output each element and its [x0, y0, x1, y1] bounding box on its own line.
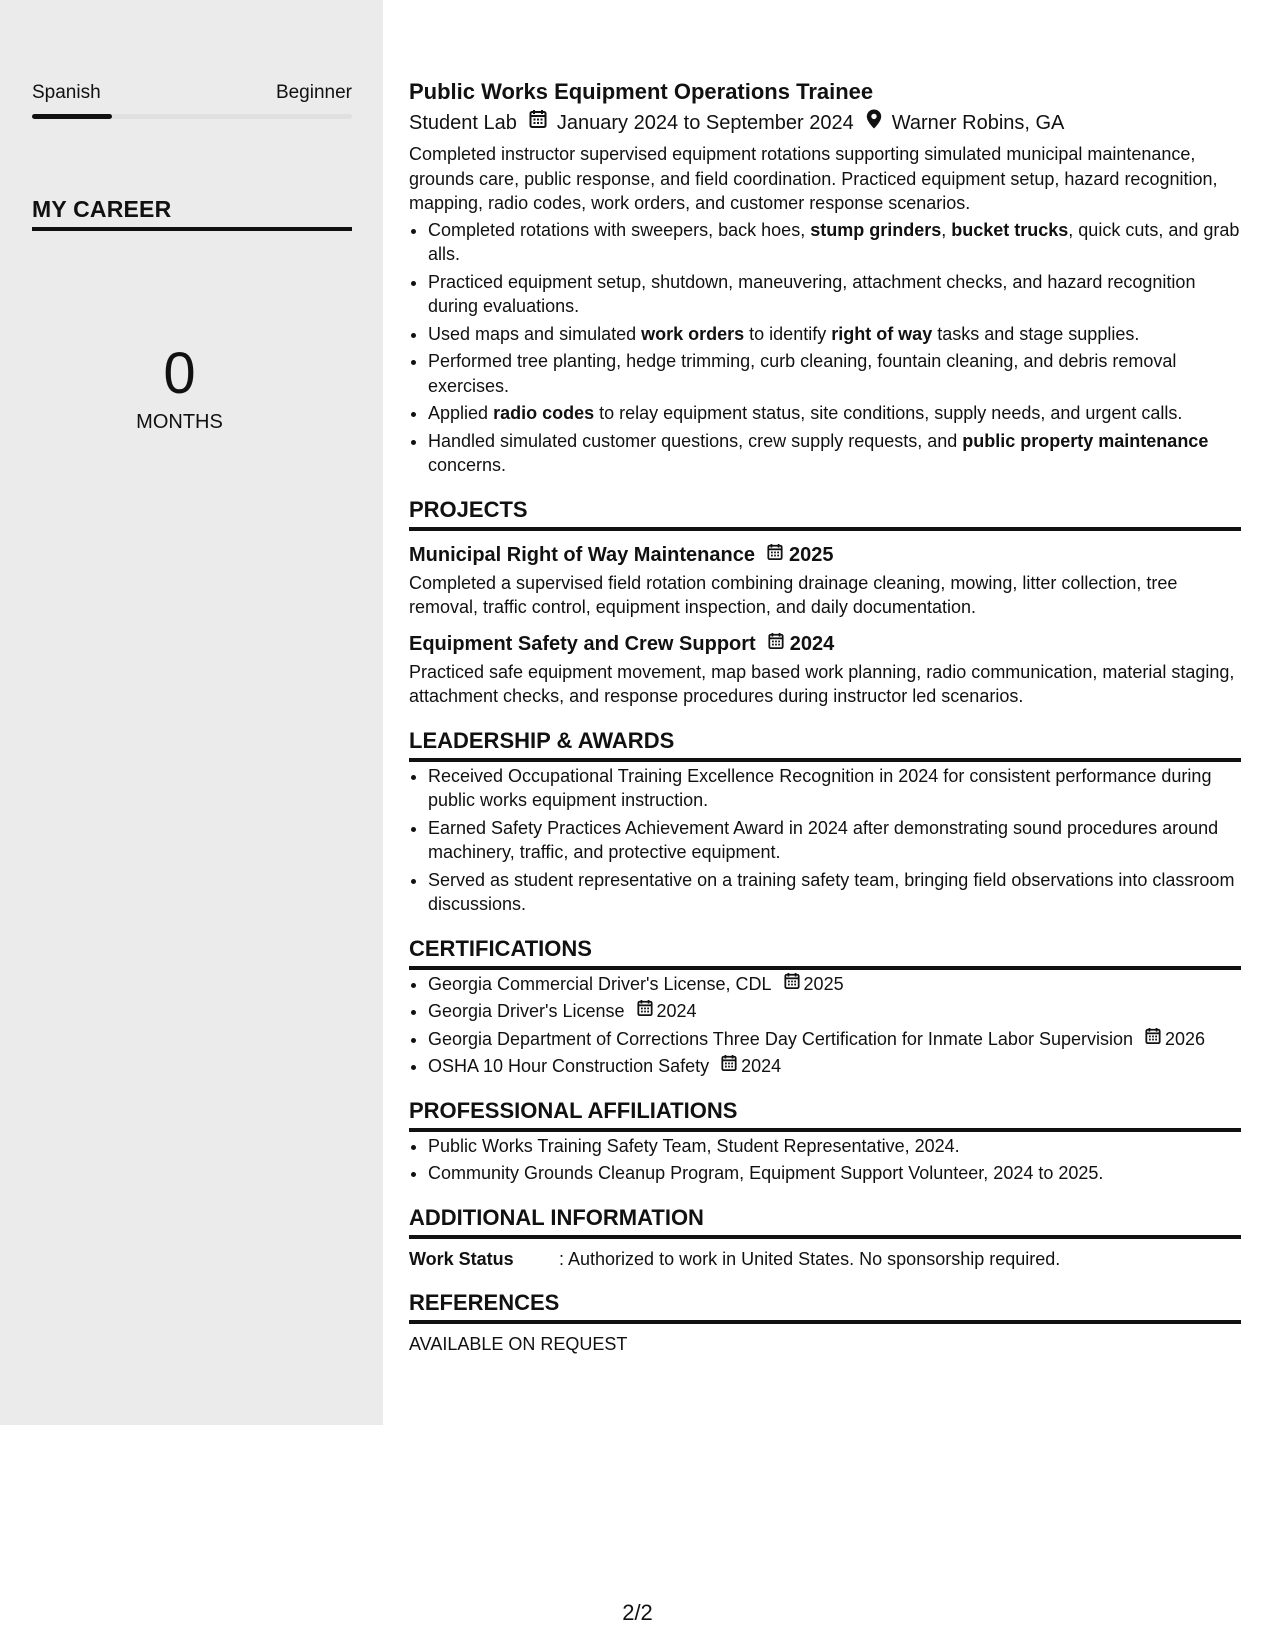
certification-year: 2026 [1165, 1028, 1206, 1049]
project-description: Completed a supervised field rotation combining drainage cleaning, mowing, litter collection, tree removal, traffic control, equipment inspection, and daily documentation. [409, 572, 1178, 617]
certification-item [428, 1054, 1241, 1079]
awards-list [409, 764, 1241, 917]
bullet-text: Used maps and simulated [428, 323, 642, 344]
bullet-text: concerns. [428, 455, 507, 475]
job-bullet-item [428, 401, 1241, 426]
project-title [409, 542, 1241, 568]
language-proficiency-fill [32, 114, 112, 119]
certification-year: 2024 [656, 1001, 697, 1021]
work-status-label: Work Status [409, 1248, 514, 1269]
job-location: Warner Robins, GA [891, 111, 1065, 134]
calendar-icon [529, 109, 547, 136]
affiliation-item: • Public Works Training Safety Team, Student Representative, 2024. [428, 1134, 1241, 1159]
certification-name: • Georgia Commercial Driver's License, CDL [428, 973, 772, 994]
certification-year: 2024 [741, 1056, 782, 1076]
bullet-text: tasks and stage supplies. [932, 323, 1140, 344]
calendar-icon [637, 999, 653, 1024]
calendar-icon [767, 542, 783, 568]
certification-name: • OSHA 10 Hour Construction Safety [428, 1056, 710, 1076]
job-bullet-item [428, 322, 1241, 347]
certification-row [428, 999, 1241, 1024]
page-number: 2/2 [622, 1600, 653, 1625]
main-content [409, 78, 1241, 1357]
bullet-text: to relay equipment status, site conditions, supply needs, and urgent calls. [594, 403, 1183, 423]
bold-keyword: stump grinders [810, 219, 942, 240]
bold-keyword: bucket trucks [951, 219, 1069, 240]
bullet-text: , quick cuts, and grab alls. [428, 219, 1240, 264]
project-year: 2024 [789, 632, 835, 655]
language-name: Spanish [32, 82, 101, 103]
career-unit: MONTHS [136, 411, 223, 433]
project-name: Municipal Right of Way Maintenance [409, 543, 755, 566]
language-proficiency-bar [32, 114, 352, 119]
bullet-text: to identify [744, 323, 832, 344]
career-value: 0 [163, 341, 196, 406]
project-name: Equipment Safety and Crew Support [409, 632, 756, 655]
project-year: 2025 [788, 543, 834, 566]
job-employer: Student Lab [409, 111, 517, 134]
projects-list [409, 542, 1241, 709]
affiliation-item: • Community Grounds Cleanup Program, Equipment Support Volunteer, 2024 to 2025. [428, 1161, 1241, 1186]
job-meta [409, 109, 1241, 136]
career-length [32, 341, 327, 434]
calendar-icon [721, 1054, 737, 1079]
bullet-text: Applied [428, 403, 494, 423]
certification-item [428, 972, 1241, 997]
affiliations-list [409, 1134, 1241, 1186]
job-bullet-item [428, 429, 1241, 478]
project-description: Practiced safe equipment movement, map based work planning, radio communication, material staging, attachment checks, and response procedures during instructor led scenarios. [409, 661, 1235, 706]
calendar-icon [768, 631, 784, 657]
calendar-icon [784, 972, 800, 997]
career-heading: MY CAREER [32, 196, 352, 231]
map-pin-icon [866, 109, 882, 136]
certification-item [428, 1027, 1241, 1052]
bullet-text: Handled simulated customer questions, crew supply requests, and [428, 430, 963, 451]
work-status-row [409, 1247, 1241, 1272]
bold-keyword: work orders [641, 323, 745, 344]
job-bullet-item [428, 349, 1241, 398]
certification-year: 2025 [803, 973, 844, 994]
references-heading: REFERENCES [409, 1289, 1241, 1324]
bullet-text: Completed rotations with sweepers, back hoes, [428, 219, 811, 240]
calendar-icon [1145, 1027, 1161, 1052]
certification-item [428, 999, 1241, 1024]
job-dates: January 2024 to September 2024 [556, 111, 854, 134]
bold-keyword: right of way [831, 323, 933, 344]
bullet-text: Practiced equipment setup, shutdown, maneuvering, attachment checks, and hazard recognition during evaluations. [428, 271, 1196, 316]
job-bullet-item [428, 270, 1241, 319]
certification-name: • Georgia Department of Corrections Three Day Certification for Inmate Labor Supervision [428, 1028, 1133, 1049]
references-text: AVAILABLE ON REQUEST [409, 1334, 628, 1354]
affiliations-heading: PROFESSIONAL AFFILIATIONS [409, 1097, 1241, 1132]
bold-keyword: public property maintenance [962, 430, 1209, 451]
award-item: • Received Occupational Training Excellence Recognition in 2024 for consistent performance during public works equipment instruction. [428, 764, 1241, 813]
language-row [32, 82, 352, 104]
job-summary: Completed instructor supervised equipment rotations supporting simulated municipal maintenance, grounds care, public response, and field coordination. Practiced equipment setup, hazard recognition, mapping, radio codes, work orders, and customer response scenarios. [409, 144, 1218, 213]
additional-info-heading: ADDITIONAL INFORMATION [409, 1204, 1241, 1239]
project-title [409, 631, 1241, 657]
bold-keyword: radio codes [493, 403, 595, 423]
award-item: • Earned Safety Practices Achievement Award in 2024 after demonstrating sound procedures around machinery, traffic, and protective equipment. [428, 816, 1241, 865]
work-status-value: : Authorized to work in United States. No sponsorship required. [559, 1248, 1061, 1269]
certification-row [428, 1027, 1241, 1052]
job-title: Public Works Equipment Operations Trainee [409, 79, 874, 104]
certification-row [428, 1054, 1241, 1079]
certifications-list [409, 972, 1241, 1079]
bullet-text: Performed tree planting, hedge trimming, curb cleaning, fountain cleaning, and debris removal exercises. [428, 351, 1177, 396]
job-bullets [409, 218, 1241, 478]
awards-heading: LEADERSHIP & AWARDS [409, 727, 1241, 762]
job-bullet-item [428, 218, 1241, 267]
language-level: Beginner [275, 82, 352, 103]
certifications-heading: CERTIFICATIONS [409, 935, 1241, 970]
certification-name: • Georgia Driver's License [428, 1001, 625, 1021]
bullet-text: , [941, 219, 952, 240]
projects-heading: PROJECTS [409, 496, 1241, 531]
sidebar [0, 0, 383, 1425]
award-item: • Served as student representative on a training safety team, bringing field observations into classroom discussions. [428, 868, 1241, 917]
certification-row [428, 972, 1241, 997]
